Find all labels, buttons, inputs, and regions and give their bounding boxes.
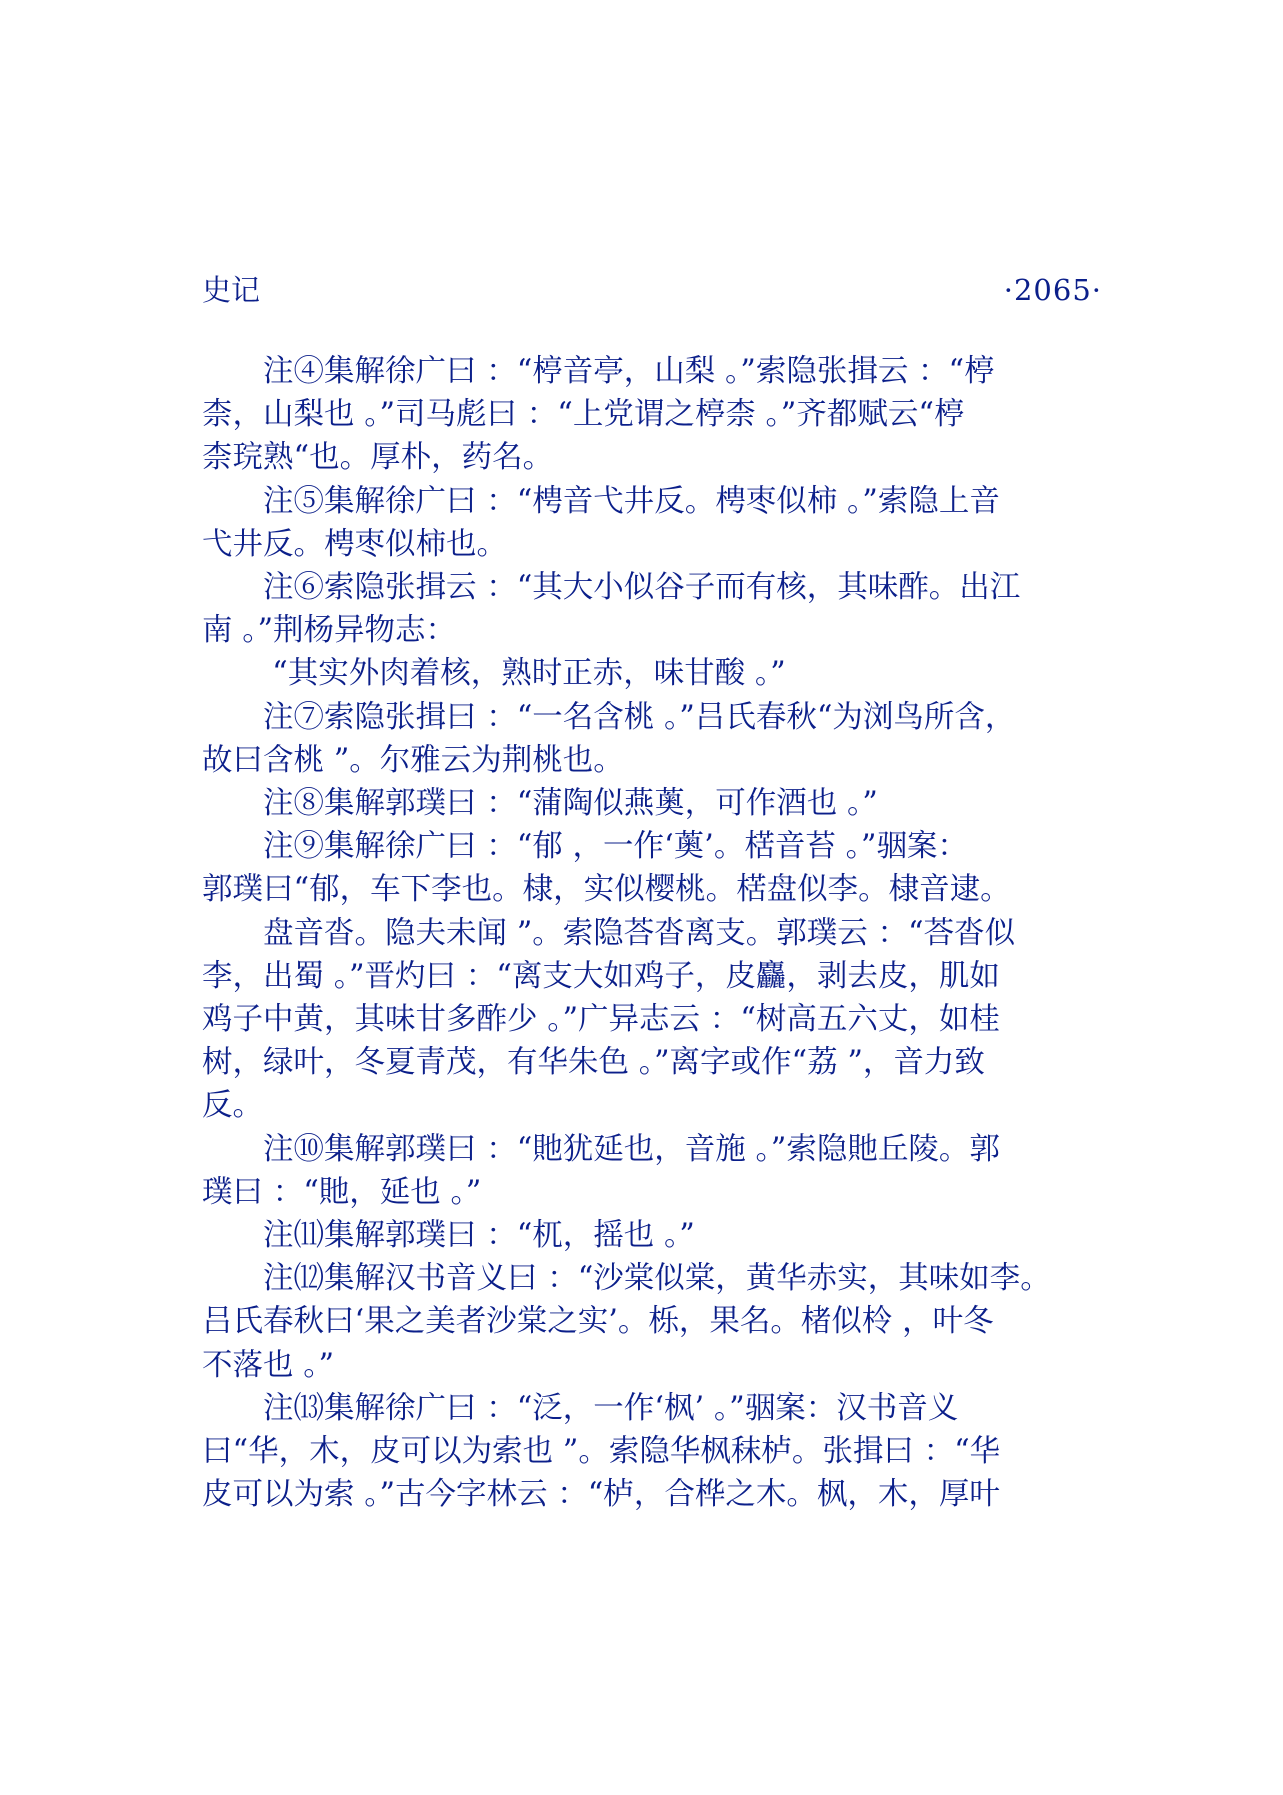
text-line: 李，出蜀 。”晋灼曰 ：“离支大如鸡子，皮麤，剥去皮，肌如 <box>202 958 1000 994</box>
text-line: 璞曰 ：“貤，延也 。” <box>202 1174 482 1210</box>
text-line: 注⑦索隐张揖曰 ：“一名含桃 。”吕氏春秋“为浏鸟所含， <box>263 699 1016 735</box>
text-line: 曰“华，木，皮可以为索也 ”。索隐华枫秣栌。张揖曰 ：“华 <box>202 1434 1001 1470</box>
text-line: 柰，山梨也 。”司马彪曰 ：“上党谓之楟柰 。”齐都赋云“楟 <box>202 397 965 433</box>
text-line: 注⑥索隐张揖云 ：“其大小似谷子而有核，其味酢。出江 <box>263 570 1021 606</box>
text-line: 反。 <box>202 1088 263 1124</box>
text-line: 注⒀集解徐广曰 ：“泛，一作‘枫’ 。”骃案：汉书音义 <box>263 1390 959 1426</box>
annotation-text-body <box>202 350 1112 1516</box>
text-line: 鸡子中黄，其味甘多酢少 。”广异志云 ：“树高五六丈，如桂 <box>202 1002 1000 1038</box>
page-header <box>202 268 1102 312</box>
text-line: 弋井反。梬枣似柿也。 <box>202 526 507 562</box>
page-number: ·2065· <box>1003 273 1102 307</box>
text-line: 注⑧集解郭璞曰 ：“蒲陶似燕薁，可作酒也 。” <box>263 786 878 822</box>
text-line: “其实外肉着核，熟时正赤，味甘酸 。” <box>272 656 786 692</box>
text-line: 注⑿集解汉书音义曰 ：“沙棠似棠，黄华赤实，其味如李。 <box>263 1261 1051 1297</box>
text-line: 郭璞曰“郁，车下李也。棣，实似樱桃。楛盘似李。棣音逮。 <box>202 872 1011 908</box>
text-line: 注⑩集解郭璞曰 ：“貤犹延也，音施 。”索隐貤丘陵。郭 <box>263 1131 1000 1167</box>
text-line: 故曰含桃 ”。尔雅云为荆桃也。 <box>202 742 624 778</box>
text-line: 柰琓熟“也。厚朴，药名。 <box>202 440 554 476</box>
text-line: 南 。”荆杨异物志： <box>202 613 457 649</box>
book-title: 史记 <box>202 273 261 307</box>
text-line: 吕氏春秋曰‘果之美者沙棠之实’。栎，果名。楮似柃 ，叶冬 <box>202 1304 994 1340</box>
text-line: 注⑤集解徐广曰 ：“梬音弋井反。梬枣似柿 。”索隐上音 <box>263 483 1000 519</box>
text-line: 注⑨集解徐广曰 ：“郁 ，一作‘薁’。楛音苔 。”骃案： <box>263 829 968 865</box>
text-line: 注④集解徐广曰 ：“楟音亭，山梨 。”索隐张揖云 ：“楟 <box>263 354 995 389</box>
text-line: 皮可以为索 。”古今字林云 ：“栌，合桦之木。枫，木，厚叶 <box>202 1477 1000 1513</box>
text-line: 注⑾集解郭璞曰 ：“杌，摇也 。” <box>263 1218 695 1254</box>
text-line: 树，绿叶，冬夏青茂，有华朱色 。”离字或作“荔 ”，音力致 <box>202 1045 985 1081</box>
text-line: 盘音沓。隐夫未闻 ”。索隐荅沓离支。郭璞云 ：“荅沓似 <box>263 915 1016 951</box>
text-line: 不落也 。” <box>202 1347 335 1383</box>
